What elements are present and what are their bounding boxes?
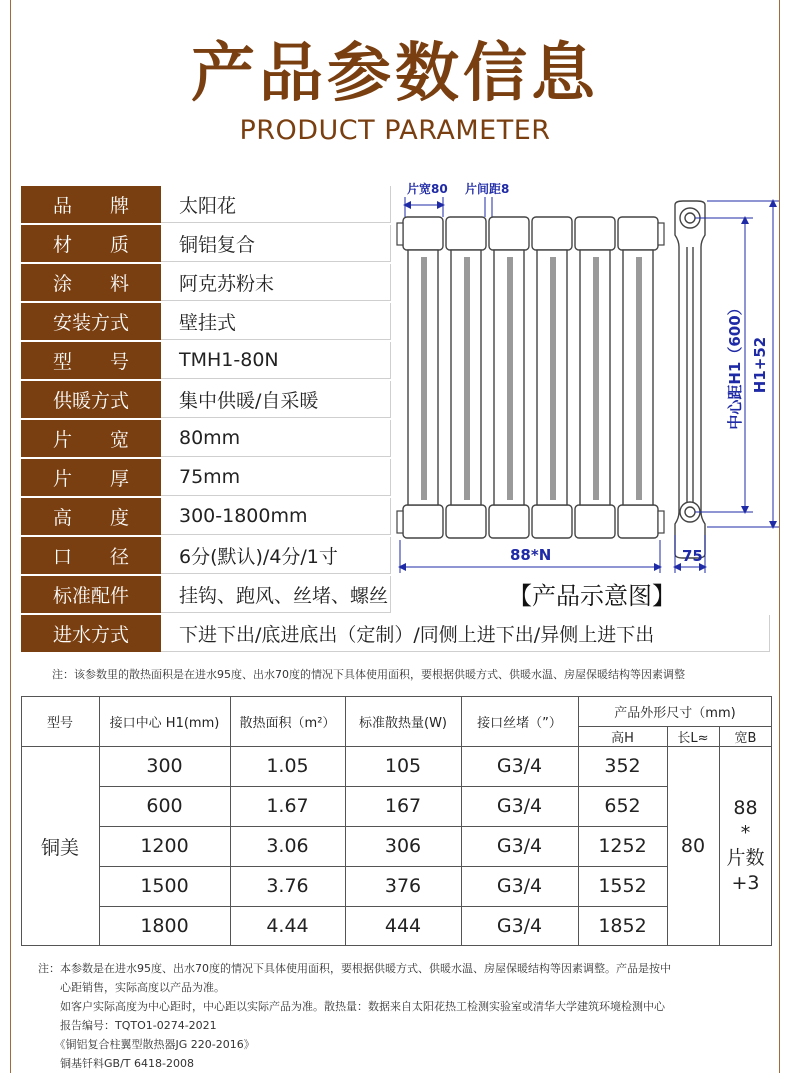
header-l: 长L≈ [677, 730, 709, 746]
spec-row-heating [21, 381, 391, 419]
spec-row-thickness [21, 459, 391, 497]
table-cell: G3/4 [496, 915, 543, 937]
table-cell: 1.05 [266, 755, 309, 777]
spec-label: 供暖方式 [21, 381, 161, 419]
header-area: 散热面积（m²） [239, 715, 336, 731]
spec-value: 6分(默认)/4分/1寸 [161, 537, 391, 574]
spec-row-coating [21, 264, 391, 302]
spec-value: TMH1-80N [161, 342, 391, 379]
piece-width-label: 片宽80 [407, 182, 448, 196]
table-cell: 3.06 [266, 835, 309, 857]
spec-row-material [21, 225, 391, 263]
notes-bottom [38, 959, 671, 1073]
spec-value: 太阳花 [161, 186, 391, 223]
spec-label: 进水方式 [21, 615, 161, 653]
table-cell: 600 [146, 795, 183, 817]
spec-row-accessories [21, 576, 391, 614]
spec-label: 安装方式 [21, 303, 161, 341]
piece-gap-label: 片间距8 [465, 182, 510, 196]
spec-value: 铜铝复合 [161, 225, 391, 262]
header-heat: 标准散热量(W) [359, 715, 447, 731]
header-center: 接口中心 H1(mm) [109, 715, 220, 731]
model-cell: 铜美 [40, 836, 79, 859]
spec-label: 高 度 [21, 498, 161, 536]
table-cell: 306 [384, 835, 422, 857]
spec-value: 集中供暖/自采暖 [161, 381, 391, 418]
spec-label: 材 质 [21, 225, 161, 263]
width-value [719, 746, 772, 946]
note-line: 报告编号：TQTO1-0274-2021 [38, 1019, 217, 1032]
page-subtitle: PRODUCT PARAMETER [239, 115, 551, 146]
header-dims: 产品外形尺寸（mm) [614, 705, 736, 721]
table-cell: 3.76 [266, 875, 309, 897]
width-value-line: +3 [731, 872, 760, 894]
table-cell: 352 [604, 755, 641, 777]
spec-label: 片 宽 [21, 420, 161, 458]
table-cell: 444 [384, 915, 422, 937]
table-cell: 1252 [598, 835, 647, 857]
header-model: 型号 [46, 715, 73, 731]
spec-row-model [21, 342, 391, 380]
spec-label: 标准配件 [21, 576, 161, 614]
table-cell: G3/4 [496, 875, 543, 897]
radiator-columns [403, 217, 658, 538]
spec-label: 涂 料 [21, 264, 161, 302]
spec-value: 挂钩、跑风、丝堵、螺丝 [161, 576, 391, 613]
spec-label: 口 径 [21, 537, 161, 575]
table-cell: 300 [146, 755, 183, 777]
spec-label: 型 号 [21, 342, 161, 380]
table-cell: 1852 [598, 915, 647, 937]
data-table [21, 696, 772, 946]
diagram-caption: 【产品示意图】 [508, 582, 676, 610]
note-line: 铜基钎料GB/T 6418-2008 [38, 1057, 194, 1070]
header-b: 宽B [734, 730, 757, 746]
radiator-diagram [395, 175, 780, 615]
table-cell: 1.67 [266, 795, 309, 817]
radiator-drawing [395, 175, 780, 575]
spec-row-inlet [21, 615, 770, 653]
note-line: 注：本参数是在进水95度、出水70度的情况下具体使用面积，要根据供暖方式、供暖水温、房屋保暖结构等因素调整。产品是按中 [38, 962, 671, 975]
table-cell: 376 [384, 875, 422, 897]
spec-row-caliber [21, 537, 391, 575]
width-value-line: 片数 [726, 847, 765, 869]
table-cell: G3/4 [496, 835, 543, 857]
total-height-label: H1+52 [751, 336, 769, 394]
left-border-line [10, 0, 11, 1073]
depth-label: 75 [682, 547, 703, 565]
width-value-line: 88 [733, 797, 758, 819]
spec-label: 片 厚 [21, 459, 161, 497]
spec-value: 75mm [161, 459, 391, 496]
header-thread: 接口丝堵（”） [477, 715, 562, 731]
spec-value: 80mm [161, 420, 391, 457]
spec-value: 下进下出/底进底出（定制）/同侧上进下出/异侧上进下出 [161, 615, 770, 652]
table-cell: 1200 [140, 835, 189, 857]
spec-label: 品 牌 [21, 186, 161, 224]
spec-row-install [21, 303, 391, 341]
table-cell: 1500 [140, 875, 189, 897]
note-line: 如客户实际高度为中心距时，中心距以实际产品为准。散热量：数据来自太阳花热工检测实验室或清华大学建筑环境检测中心 [38, 1000, 665, 1013]
page-title: 产品参数信息 [191, 37, 599, 111]
table-cell: 1552 [598, 875, 647, 897]
table-cell: 105 [384, 755, 422, 777]
spec-row-brand [21, 186, 391, 224]
note-line: 心距销售，实际高度以产品为准。 [38, 981, 225, 994]
table-cell: 1800 [140, 915, 189, 937]
radiator-side-view [675, 201, 705, 558]
header-h: 高H [611, 730, 634, 746]
spec-row-width [21, 420, 391, 458]
table-cell: G3/4 [496, 795, 543, 817]
spec-value: 壁挂式 [161, 303, 391, 340]
length-value: 80 [680, 835, 706, 857]
spec-value: 阿克苏粉末 [161, 264, 391, 301]
spec-value: 300-1800mm [161, 498, 391, 535]
table-cell: 4.44 [266, 915, 309, 937]
table-cell: 652 [604, 795, 641, 817]
note-line: 《铜铝复合柱翼型散热器JG 220-2016》 [38, 1038, 255, 1051]
length-label: 88*N [510, 546, 552, 564]
table-cell: 167 [384, 795, 422, 817]
center-distance-label: 中心距H1（600） [726, 300, 744, 430]
note-top: 注：该参数里的散热面积是在进水95度、出水70度的情况下具体使用面积，要根据供暖方式、供暖水温、房屋保暖结构等因素调整 [52, 668, 685, 681]
width-value-line: * [740, 822, 751, 844]
table-cell: G3/4 [496, 755, 543, 777]
spec-row-height [21, 498, 391, 536]
